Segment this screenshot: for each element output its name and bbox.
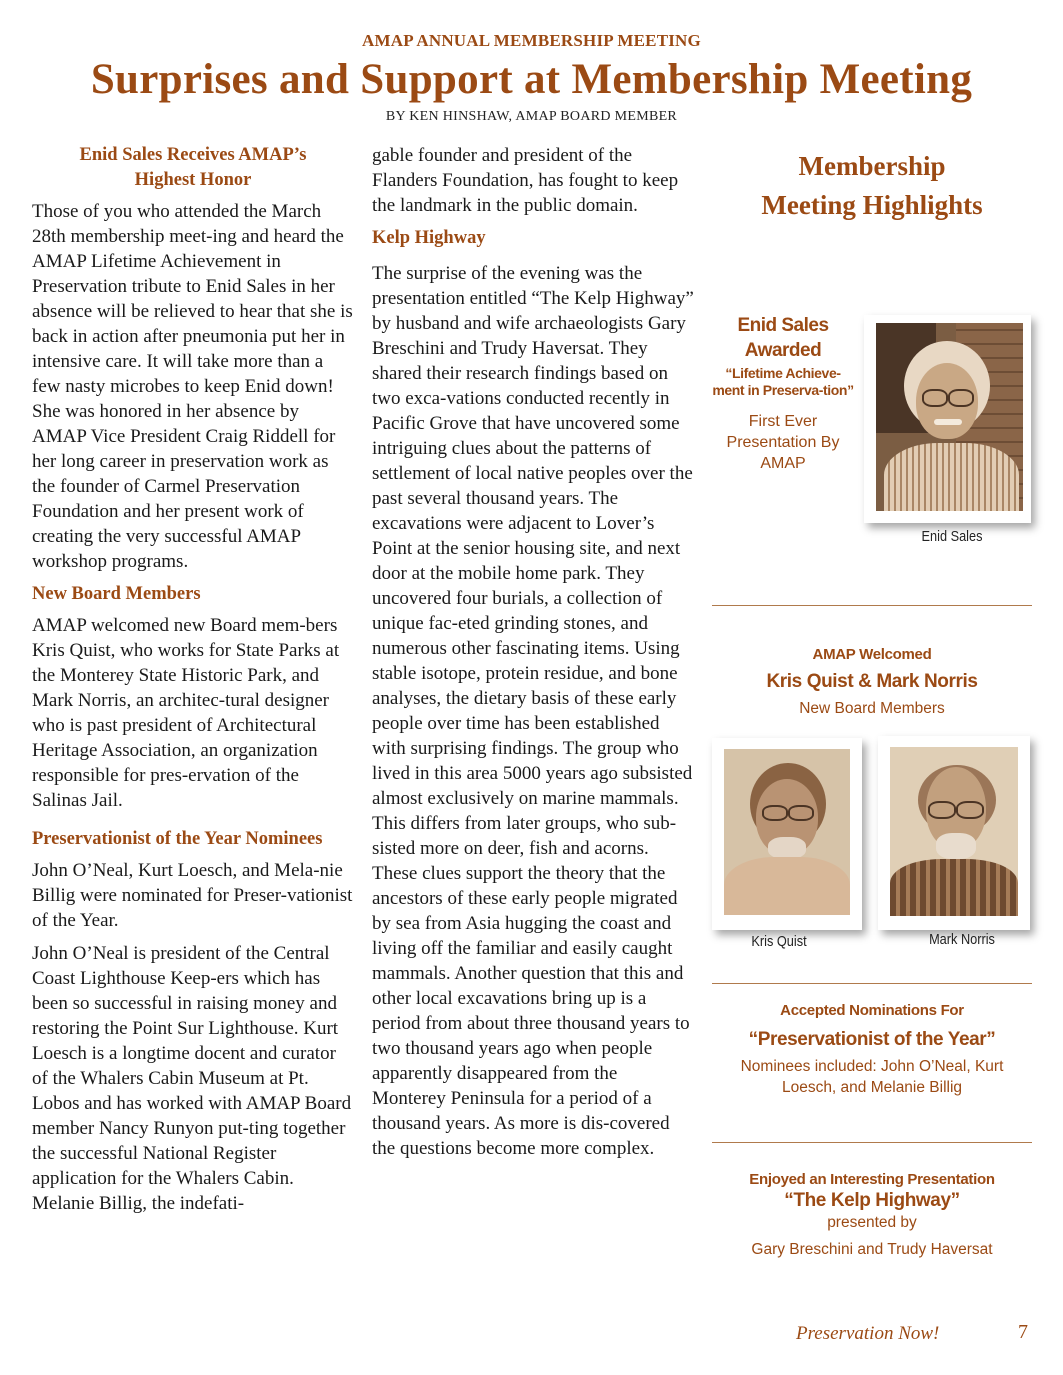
enid-sales-photo-frame xyxy=(864,315,1031,523)
page-number: 7 xyxy=(1018,1321,1028,1343)
enid-sales-photo xyxy=(876,323,1023,511)
board-subtitle: New Board Members xyxy=(799,700,945,717)
mark-norris-photo xyxy=(890,747,1018,916)
publication-name: Preservation Now! xyxy=(796,1323,940,1344)
board-headline: AMAP Welcomed xyxy=(812,646,932,663)
paragraph-enid: Those of you who attended the March 28th membership meet-ing and heard the AMAP Lifetime Achievement in Preservation tribute to Enid Sales in her absence will be relieved to hear that she is back in action after pneumonia put her in intensive care. It will take more than a few nasty microbes to keep Enid down! She was honored in her absence by AMAP Vice President Craig Riddell for her long career in preservation work as the founder of Carmel Preservation Foundation and her present work of creating the very successful AMAP workshop programs. xyxy=(32,201,353,572)
paragraph-board: AMAP welcomed new Board mem-bers Kris Quist, who works for State Parks at the Monterey State Historic Park, and Mark Norris, an architec-tural designer who is past president of Architectural Heritage Association, an organization responsible for pres-ervation of the Salinas Jail. xyxy=(32,615,340,811)
award-headline: Enid Sales Awarded xyxy=(737,315,829,361)
section-heading-board: New Board Members xyxy=(32,584,201,604)
paragraph-continuation: gable founder and president of the Flanders Foundation, has fought to keep the landmark in the public domain. xyxy=(372,145,679,216)
section-heading-enid: Enid Sales Receives AMAP’s Highest Honor xyxy=(79,145,307,190)
enid-sales-caption: Enid Sales xyxy=(921,528,983,545)
mark-norris-caption: Mark Norris xyxy=(929,931,995,948)
kris-quist-caption: Kris Quist xyxy=(751,933,807,950)
divider xyxy=(712,983,1032,984)
nominations-names: Nominees included: John O’Neal, Kurt Loesch, and Melanie Billig xyxy=(740,1058,1004,1096)
divider xyxy=(712,605,1032,606)
presentation-presenters: Gary Breschini and Trudy Haversat xyxy=(751,1241,993,1258)
presentation-by: presented by xyxy=(827,1214,917,1231)
presentation-callout xyxy=(712,1170,1032,1260)
nominations-callout xyxy=(712,1001,1032,1098)
article-column-2 xyxy=(372,143,694,1169)
presentation-title: “The Kelp Highway” xyxy=(784,1190,960,1211)
article-kicker: AMAP ANNUAL MEMBERSHIP MEETING xyxy=(362,31,701,50)
paragraph-nominees-detail: John O’Neal is president of the Central Coast Lighthouse Keep-ers which has been so successful in raising money and restoring the Point Sur Lighthouse. Kurt Loesch is a longtime docent and curator of the Whalers Cabin Museum at Pt. Lobos and has worked with AMAP Board member Nancy Runyon put-ting together the successful National Register application for the Whalers Cabin. Melanie Billig, the indefati- xyxy=(32,943,352,1214)
mark-norris-photo-frame xyxy=(878,736,1030,930)
divider xyxy=(712,1142,1032,1143)
award-name: “Lifetime Achieve-ment in Preserva-tion” xyxy=(712,365,854,398)
byline: BY KEN HINSHAW, AMAP BOARD MEMBER xyxy=(385,109,678,124)
nominations-headline: Accepted Nominations For xyxy=(780,1002,964,1019)
award-callout xyxy=(712,313,854,474)
sidebar-title: Membership Meeting Highlights xyxy=(761,151,983,220)
award-note: First Ever Presentation By AMAP xyxy=(726,413,840,472)
section-heading-nominees: Preservationist of the Year Nominees xyxy=(32,829,323,849)
kris-quist-photo-frame xyxy=(712,738,862,930)
section-heading-kelp: Kelp Highway xyxy=(372,228,486,248)
paragraph-nominees: John O’Neal, Kurt Loesch, and Mela-nie Billig were nominated for Preser-vationist of the Year. xyxy=(32,860,353,931)
article-column-1 xyxy=(32,143,354,1224)
paragraph-kelp: The surprise of the evening was the presentation entitled “The Kelp Highway” by husband and wife archaeologists Gary Breschini and Trudy Haversat. They shared their research findings based on two exca-vations conducted recently in Pacific Grove that have uncovered some intriguing clues about the patterns of settlement of local native peoples over the past several thousand years. The excavations were adjacent to Lover’s Point at the senior housing site, and next door at the mobile home park. They uncovered four burials, a collection of unique fac-eted grinding stones, and numerous other fascinating items. Using stable isotope, protein residue, and bone analyses, the dietary basis of these early people over time has been established with surprising findings. The group who lived in this area 5000 years ago subsisted almost exclusively on marine mammals. This differs from later groups, who sub-sisted more on deer, fish and acorns. These clues support the theory that the ancestors of these early people migrated by sea from Asia hugging the coast and living off the familiar and easily caught mammals. Another question that this and other local excavations bring up is a period from about three thousand years to two thousand years ago when people apparently disappeared from the Monterey Peninsula for a period of a thousand years. As more is dis-covered the questions become more complex. xyxy=(372,263,694,1159)
presentation-headline: Enjoyed an Interesting Presentation xyxy=(749,1171,995,1188)
nominations-award: “Preservationist of the Year” xyxy=(748,1029,996,1050)
board-callout xyxy=(712,645,1032,719)
page-title: Surprises and Support at Membership Meeting xyxy=(90,56,973,103)
board-names: Kris Quist & Mark Norris xyxy=(766,671,978,692)
kris-quist-photo xyxy=(724,749,850,915)
